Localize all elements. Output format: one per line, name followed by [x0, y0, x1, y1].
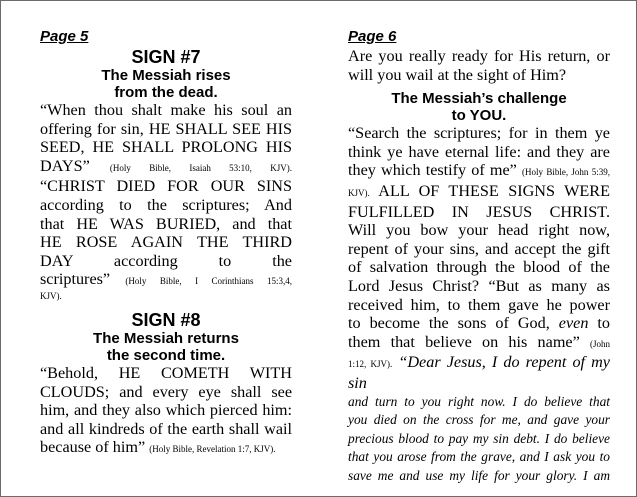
sign-7-title: SIGN #7 — [131, 47, 201, 67]
challenge-body-line: Lord Jesus Christ? “But as many as — [348, 276, 610, 295]
sign-7-body-line: offering for sin, HE SHALL SEE HIS — [40, 119, 292, 138]
sign-8-heading-line-1: The Messiah returns — [93, 329, 239, 347]
corinthians-citation-end: KJV). — [40, 290, 62, 301]
john-citation: (Holy Bible, John 5:39, — [522, 167, 611, 178]
challenge-body-line: “Search the scriptures; for in them ye — [348, 124, 610, 143]
challenge-body-line: repent of your sins, and accept the gift — [348, 239, 610, 258]
citation-continuation-line — [348, 182, 610, 203]
page-5-label: Page 5 — [40, 28, 89, 45]
page-6-column — [348, 27, 610, 485]
page-5-column — [40, 27, 292, 459]
signs-fulfilled-text: ALL OF THESE SIGNS WERE — [378, 181, 610, 200]
intro-line: will you wail at the sight of Him? — [348, 65, 567, 84]
even-text: even — [558, 314, 589, 333]
to-text: to — [597, 314, 611, 333]
because-text: because of him” — [40, 438, 146, 457]
sons-text: to become the sons of God, — [348, 314, 550, 333]
sign-7-body-line: “When thou shalt make his soul an — [40, 101, 292, 119]
sons-of-god-line — [348, 314, 610, 333]
sign-8-heading-line-2: the second time. — [106, 346, 226, 364]
prayer-line: save me and use my life for your glory. I am — [348, 467, 610, 483]
john-1-12-citation: (John — [590, 338, 610, 349]
challenge-body-line: of salvation through the blood of the — [348, 258, 610, 277]
prayer-line: and turn to you right now. I do believe that — [348, 393, 610, 409]
corinthians-citation: (Holy Bible, I Corinthians 15:3,4, — [125, 276, 292, 287]
sign-7-body — [40, 101, 292, 302]
sign-8-last-line — [40, 438, 292, 459]
challenge-heading-line-2: to YOU. — [451, 107, 507, 125]
page-6-label: Page 6 — [348, 28, 397, 45]
prayer-line: you died on the cross for me, and gave your — [348, 412, 610, 428]
challenge-body-line: think ye have eternal life: and they are — [348, 142, 610, 161]
sign-8-body-line: and all kindreds of the earth shall wail — [40, 419, 292, 438]
testify-line — [348, 161, 610, 182]
sign-7-days-line — [40, 157, 292, 178]
sign-7-body-line: that HE WAS BURIED, and that — [40, 214, 292, 233]
sign-7-body-line: DAY according to the — [40, 251, 292, 270]
sign-8-body-line: CLOUDS; and every eye shall see — [40, 382, 292, 401]
intro-text — [348, 47, 610, 84]
challenge-heading-line-1: The Messiah’s challenge — [391, 90, 567, 108]
sign-7-scriptures-line — [40, 270, 292, 291]
sign-7-heading-line-2: from the dead. — [114, 84, 218, 101]
testify-text: they which testify of me” — [348, 161, 517, 180]
believe-text: them that believe on his name” — [348, 332, 580, 351]
sign-7-body-line: according to the scriptures; And — [40, 195, 292, 214]
days-text: DAYS” — [40, 156, 90, 175]
prayer-line: precious blood to pay my sin debt. I do believe — [348, 430, 610, 446]
john-citation-end: KJV). — [348, 187, 370, 198]
sign-7-body-line: SEED, HE SHALL PROLONG HIS — [40, 138, 292, 157]
prayer-line: that you arose from the grave, and I ask you to — [348, 449, 610, 465]
revelation-citation: (Holy Bible, Revelation 1:7, KJV). — [149, 444, 276, 455]
sign-8-title: SIGN #8 — [131, 309, 201, 330]
believe-line — [348, 333, 610, 354]
challenge-body-line: received him, to them gave he power — [348, 295, 610, 314]
scriptures-text: scriptures” — [40, 270, 111, 289]
challenge-body — [348, 124, 610, 392]
sign-8-body-line: him, and they also which pierced him: — [40, 401, 292, 420]
challenge-body-line: FULFILLED IN JESUS CHRIST. — [348, 202, 610, 221]
challenge-body-line: Will you bow your head right now, — [348, 221, 610, 240]
intro-line: Are you really ready for His return, or — [348, 47, 610, 65]
sign-7-heading-line-1: The Messiah rises — [101, 67, 231, 84]
prayer-start-line — [348, 353, 610, 392]
john-1-12-citation-end: 1:12, KJV). — [348, 359, 393, 370]
sign-7-body-line: HE ROSE AGAIN THE THIRD — [40, 233, 292, 252]
prayer-text — [348, 393, 610, 486]
sign-8-body-line: “Behold, HE COMETH WITH — [40, 363, 292, 382]
prayer-start: “Dear Jesus, I do repent of my sin — [348, 353, 610, 392]
sign-7-body-line: “CHRIST DIED FOR OUR SINS — [40, 177, 292, 196]
sign-8-body — [40, 364, 292, 459]
isaiah-citation: (Holy Bible, Isaiah 53:10, KJV). — [109, 162, 293, 173]
